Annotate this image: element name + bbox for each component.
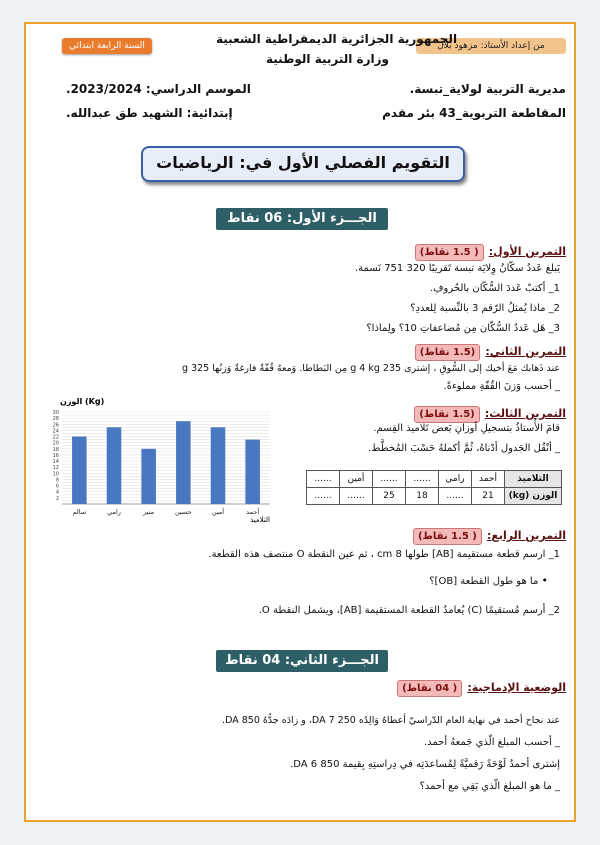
chart-y-label: الوزن (Kg) xyxy=(60,397,105,406)
exercise-2-header xyxy=(415,340,566,361)
integ-line: _ ما هو المبلغ الّذي بَقِي مع أحمد؟ xyxy=(419,781,560,792)
integration-points: ( 04 نقاط) xyxy=(397,680,462,697)
exercise-3-header xyxy=(414,402,566,423)
exercise-4-header xyxy=(413,524,566,545)
exercise-1-header xyxy=(415,240,566,261)
part-1-title: الجـــزء الأول: 06 نقاط xyxy=(216,208,388,230)
chart-svg xyxy=(34,392,284,542)
ex1-line: 3_ هَل عَددُ السُّكّان مِن مُضاعفاتِ 10؟ ولِماذا؟ xyxy=(366,323,560,334)
ex2-line: _ أحسب وَزنَ القُفّةِ مملوءةً. xyxy=(443,381,560,392)
directorate: مديرية التربية لولاية_تبسة. xyxy=(409,82,566,96)
exercise-3-points: (1.5 نقاط) xyxy=(414,406,479,423)
ex1-line: 2_ ماذا يُمثلُ الرّقم 3 بالنِّسبة لِلعددِ؟ xyxy=(410,303,560,314)
table-cell: رامي xyxy=(439,471,472,488)
chart-y-tick-label: 14 xyxy=(52,459,59,466)
ex1-line: يَبلغ عَددُ سكّانُ وِلايَة تبسة تَقريبًا 320 751 نَسمة. xyxy=(354,263,560,274)
table-cell: ...... xyxy=(373,471,406,488)
integ-line: عند نجاح أحمد في نهاية العام الدّراسيّ أعطاهُ وَالِدُه 250 DA 7، و زادَه جدُّهُ 850 DA. xyxy=(222,715,560,726)
chart-y-tick-label: 20 xyxy=(52,440,59,447)
ex4-line: • ما هو طول القطعة [OB]؟ xyxy=(429,574,548,587)
integ-line: إشترى أحمدُ لَوْحَةً رَقميَّةً لِمُساعدَتِه في دِراستِهِ بِقيمة 850 DA 6. xyxy=(290,759,560,770)
ex4-line: 1_ ارسم قطعة مستقيمة [AB] طولها 8 cm ، ثم عين النقطة O منتصف هذه القطعة. xyxy=(208,549,560,560)
chart-y-tick-label: 30 xyxy=(52,410,59,416)
exercise-1-title: التمرين الأول: xyxy=(488,245,566,258)
chart-y-tick-label: 26 xyxy=(52,422,59,429)
table-cell: ...... xyxy=(340,488,373,505)
weights-chart xyxy=(34,392,284,542)
table-cell: ...... xyxy=(307,488,340,505)
exercise-2-title: التمرين الثاني: xyxy=(485,345,566,358)
exercise-4-title: التمرين الرابع: xyxy=(486,529,566,542)
exercise-1-points: ( 1.5 نقاط) xyxy=(415,244,484,261)
chart-x-tick-label: منير xyxy=(143,508,155,516)
ex4-bullet-text: ما هو طول القطعة [OB]؟ xyxy=(429,576,539,587)
table-cell: أمين xyxy=(340,471,373,488)
republic-title: الجمهورية الجزائرية الديمقراطية الشعبية xyxy=(216,32,458,46)
integ-line: _ أحسب المبلغ الّذي جَمعهُ أحمد. xyxy=(423,737,560,748)
ex2-line: عند ذَهابك مَعَ أخيك إلى السُّوقِ ، إشترى 235 g 4 kg مِن البَطاطا. وَمعهُ قُفّةٌ فارغةٌ وَزنُها 325 g xyxy=(182,363,560,374)
chart-bar xyxy=(141,449,156,504)
chart-y-tick-label: 16 xyxy=(52,452,59,459)
table-cell: 25 xyxy=(373,488,406,505)
chart-y-tick-label: 18 xyxy=(52,446,59,453)
teacher-label: من إعداد الأستاذ: مزهود بلال xyxy=(416,38,566,54)
chart-x-label: التلاميذ xyxy=(250,516,270,524)
school-season: الموسم الدراسي: 2023/2024. xyxy=(66,82,251,96)
chart-x-tick-label: سالم xyxy=(72,508,87,516)
chart-bar xyxy=(72,437,87,504)
weights-table xyxy=(306,470,562,505)
chart-x-tick-label: أمين xyxy=(211,508,225,516)
integration-title: الوضعية الإدماجية: xyxy=(467,681,566,694)
exercise-4-points: ( 1.5 نقاط) xyxy=(413,528,482,545)
ministry-title: وزارة التربية الوطنية xyxy=(266,52,390,66)
ex4-line: 2_ أرسم مُستقيمًا (C) يُعامدُ القطعة المستقيمة [AB]، ويشمل النقطة O. xyxy=(258,605,560,616)
table-cell: 21 xyxy=(472,488,505,505)
chart-bar xyxy=(176,421,191,504)
chart-y-tick-label: 8 xyxy=(55,477,59,484)
table-cell: ...... xyxy=(406,471,439,488)
chart-bar xyxy=(211,427,226,504)
ex3-line: _ أنْقُل الجَدول أدْناهُ، ثُمَّ أكملهُ حَسْبَ المُخطَّط. xyxy=(368,443,560,454)
chart-y-tick-label: 6 xyxy=(55,483,59,490)
exercise-2-points: (1.5 نقاط) xyxy=(415,344,480,361)
chart-y-tick-label: 10 xyxy=(52,471,59,478)
table-row xyxy=(307,488,562,505)
level-badge: السنة الرابعة ابتدائي xyxy=(62,38,152,54)
chart-y-tick-label: 24 xyxy=(52,428,59,435)
chart-bar xyxy=(245,440,260,504)
chart-x-tick-label: حسين xyxy=(174,508,192,516)
ex3-line: قامَ الأُستاذُ بتسجيلِ أوزانِ بَعض تَلاميذ القِسم. xyxy=(373,423,560,434)
table-cell: ...... xyxy=(307,471,340,488)
school-name: إبتدائية: الشهيد طق عبدالله. xyxy=(66,106,233,120)
chart-y-tick-label: 12 xyxy=(52,465,59,472)
chart-y-tick-label: 28 xyxy=(52,416,59,423)
table-cell: أحمد xyxy=(472,471,505,488)
exam-title: التقويم الفصلي الأول في: الرياضيات xyxy=(141,146,465,182)
district: المقاطعة التربوية_43 بئر مقدم xyxy=(382,106,566,120)
ex1-line: 1_ أكتبْ عَددَ السُّكّان بالحُروفِ. xyxy=(429,283,560,294)
part-2-title: الجـــزء الثاني: 04 نقاط xyxy=(216,650,388,672)
chart-y-tick-label: 2 xyxy=(55,495,59,502)
chart-bar xyxy=(107,427,122,504)
table-cell: ...... xyxy=(439,488,472,505)
chart-x-tick-label: رامي xyxy=(107,508,121,516)
integration-header xyxy=(397,676,566,697)
table-row xyxy=(307,471,562,488)
chart-x-tick-label: أحمد xyxy=(246,508,260,516)
table-header-cell: الوزن (kg) xyxy=(505,488,562,505)
table-cell: 18 xyxy=(406,488,439,505)
chart-y-tick-label: 22 xyxy=(52,434,59,441)
exercise-3-title: التمرين الثالث: xyxy=(484,407,566,420)
exam-page xyxy=(24,22,576,822)
chart-y-tick-label: 4 xyxy=(55,489,59,496)
table-header-cell: التلاميذ xyxy=(505,471,562,488)
